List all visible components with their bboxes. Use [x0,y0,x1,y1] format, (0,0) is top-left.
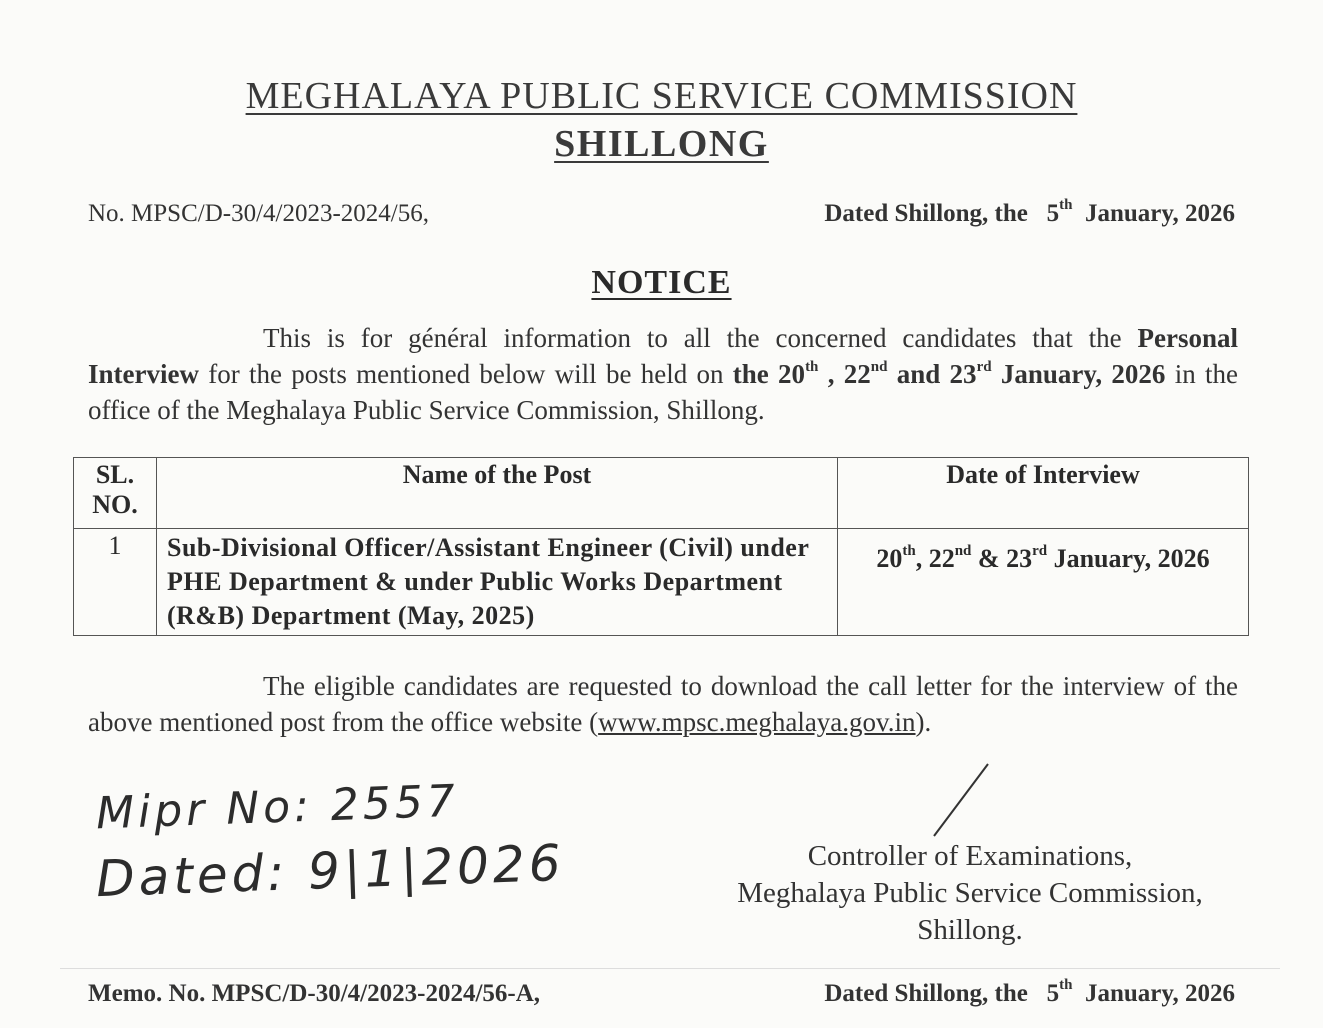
cell-sl-no: 1 [74,529,157,636]
memo-number: Memo. No. MPSC/D-30/4/2023-2024/56-A, [88,980,541,1007]
table-row [74,529,1249,636]
notice-heading: NOTICE [591,264,732,301]
cell-interview-date: 20th, 22nd & 23rd January, 2026 [838,529,1249,636]
header-sl-no: SL. NO. [74,458,157,529]
reference-number: No. MPSC/D-30/4/2023-2024/56, [88,200,430,227]
notice-paragraph: This is for général information to all the concerned candidates that the Personal Interview for the posts mentioned below will be held on the 20th , 22nd and 23rd January, 2026 in the office of the Meghalaya Public Service Commission, Shillong. [88,323,1238,425]
cell-post-name: Sub-Divisional Officer/Assistant Engineer (Civil) under PHE Department & under Public Works Department (R&B) Department (May, 2025) [157,529,838,636]
dated-line: Dated Shillong, the 5th January, 2026 [824,197,1235,227]
divider [60,968,1280,969]
header-interview-date: Date of Interview [838,458,1249,529]
signature-block [690,838,1250,949]
handwritten-date: Dated: 9|1|2026 [95,833,566,909]
signatory-city: Shillong. [917,914,1023,946]
page-title: MEGHALAYA PUBLIC SERVICE COMMISSION [245,75,1078,117]
table-header-row [74,458,1249,529]
memo-dated-line: Dated Shillong, the 5th January, 2026 [824,977,1235,1007]
website-link[interactable]: www.mpsc.meghalaya.gov.in [598,707,916,737]
header-post-name: Name of the Post [157,458,838,529]
page-subtitle: SHILLONG [554,123,769,165]
signature-mark [930,760,1000,840]
download-instruction: The eligible candidates are requested to download the call letter for the interview of the above mentioned post from the office website (www.mpsc.meghalaya.gov.in). [88,671,1238,737]
interview-schedule-table [73,457,1249,636]
signatory-org: Meghalaya Public Service Commission, [737,877,1203,909]
signatory-title: Controller of Examinations, [807,840,1133,872]
handwritten-memo-number: Mipr No: 2557 [95,775,460,840]
